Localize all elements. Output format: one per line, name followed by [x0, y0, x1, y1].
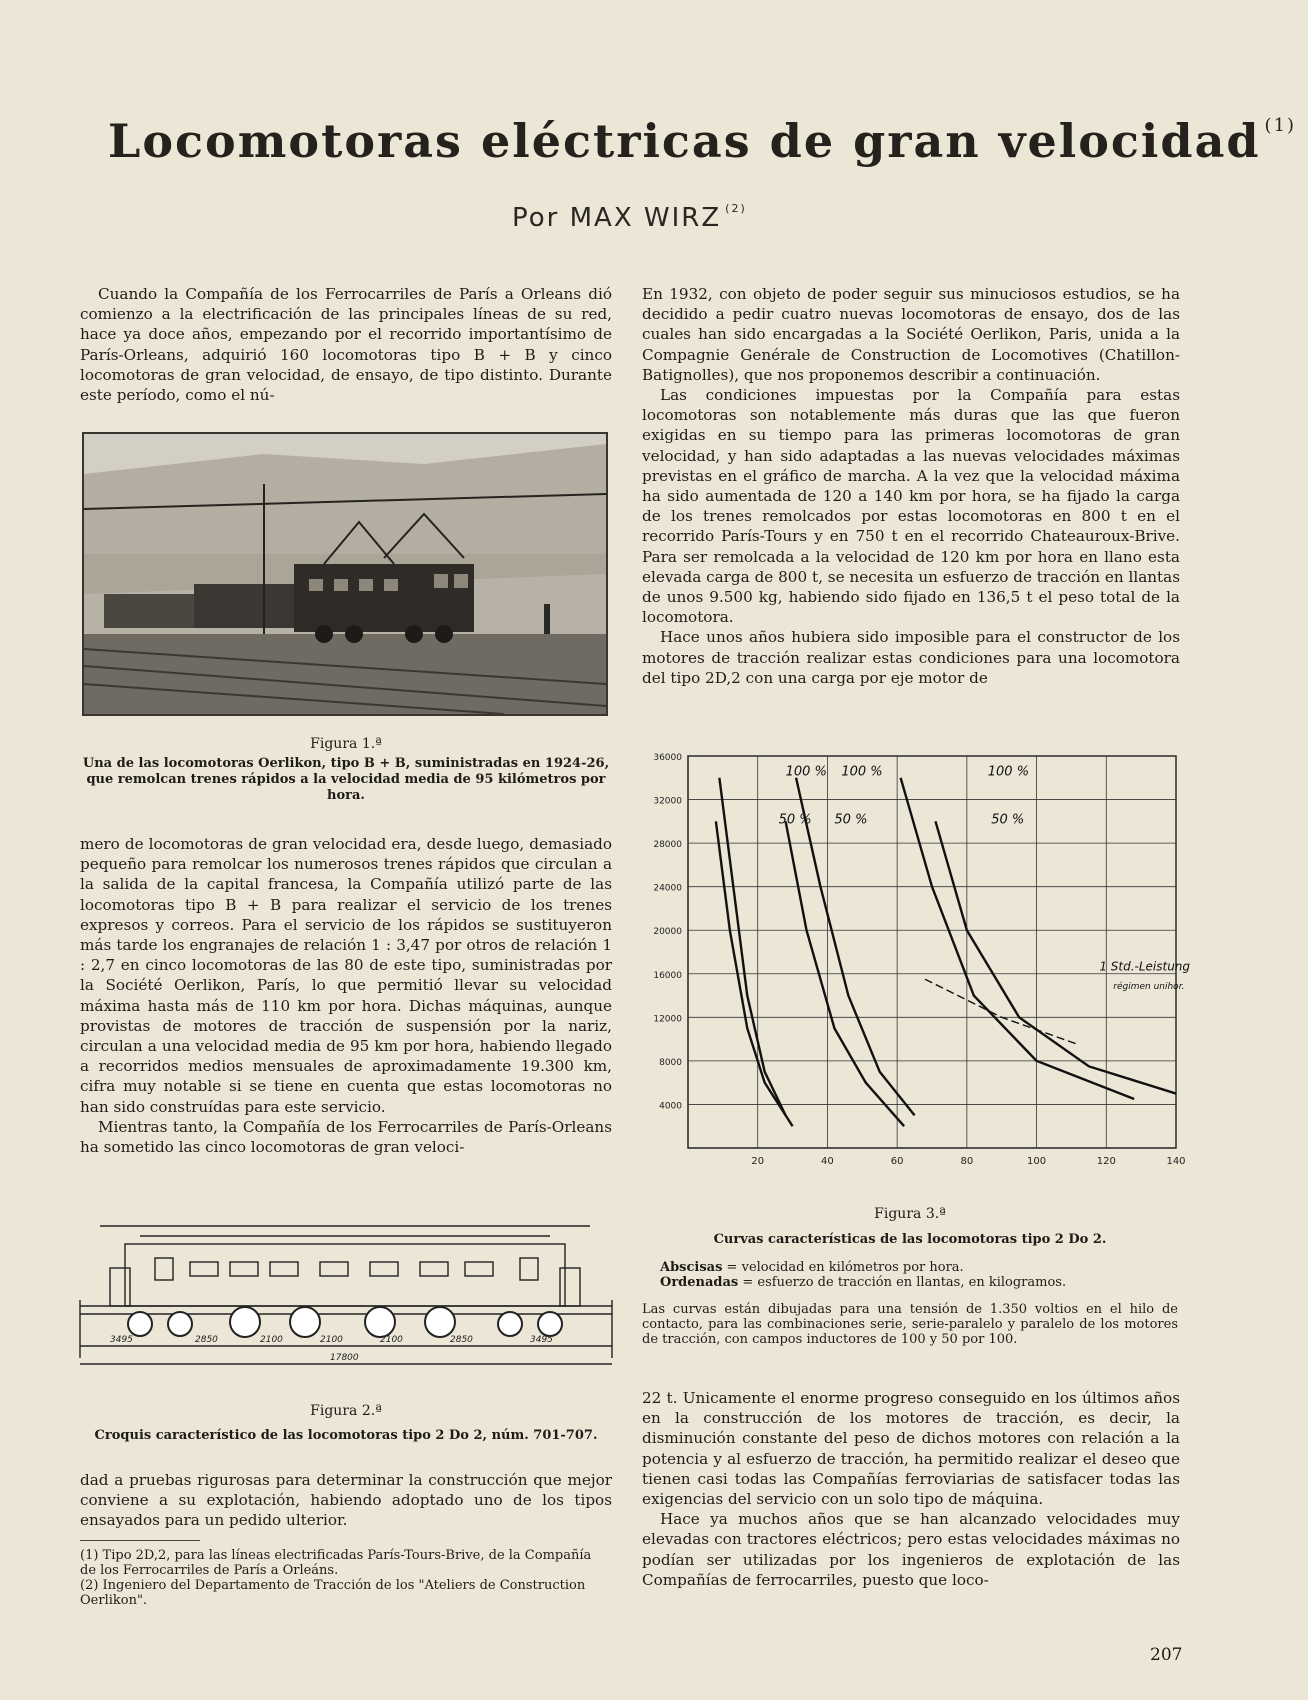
y-tick-label: 8000 [659, 1057, 682, 1068]
y-tick-label: 24000 [653, 883, 682, 894]
abscisas-text: velocidad en kilómetros por hora. [741, 1260, 964, 1275]
right-column-bottom [642, 1388, 1180, 1590]
dimension-label: 2100 [320, 1335, 343, 1345]
figure-3-label: Figura 3.ª [874, 1206, 946, 1222]
figure-3-chart [640, 748, 1191, 1208]
x-tick-label: 60 [890, 1156, 904, 1167]
chart-annotation: régimen unihor. [1113, 982, 1185, 993]
paragraph: Las condiciones impuestas por la Compañía para estas locomotoras son notablemente más duras que las que fueron exigidas en su tiempo para las primeras locomotoras de gran velocidad, y han sido adaptadas a las nuevas velocidades máximas previstas en el gráfico de marcha. A la vez que la velocidad máxima ha sido aumentada de 120 a 140 km por hora, se ha fijado la carga de los trenes remolcados por estas locomotoras en 800 t en el recorrido París-Tours y en 750 t en el recorrido Chateauroux-Brive. Para ser remolcada a la velocidad de 120 km por hora en llano esta elevada carga de 800 t, se necesita un esfuerzo de tracción en llantas de unos 9.500 kg, habiendo sido fijado en 136,5 t el peso total de la locomotora. [642, 386, 1180, 627]
footnote-2: (2) Ingeniero del Departamento de Tracción de los "Ateliers de Construction Oerlikon". [80, 1578, 586, 1608]
chart-annotation: 100 % [785, 764, 827, 780]
y-tick-label: 28000 [653, 840, 682, 851]
dimension-label: 3495 [530, 1335, 553, 1345]
paragraph: Cuando la Compañía de los Ferrocarriles de París a Orleans dió comienzo a la electrificación de las principales líneas de su red, hace ya doce años, empezando por el recorrido importantísimo de París-Orleans, adquirió 160 locomotoras tipo B + B y cinco locomotoras de gran velocidad, de ensayo, de tipo distinto. Durante este período, como el nú- [80, 285, 612, 405]
paragraph: Hace ya muchos años que se han alcanzado velocidades muy elevadas con tractores eléctricos; pero estas velocidades máximas no podían ser utilizadas por los ingenieros de explotación de las Compañías de ferrocarriles, puesto que loco- [642, 1510, 1180, 1589]
locomotive-photo-illustration [84, 434, 606, 714]
chart-annotation: 50 % [991, 812, 1025, 828]
paragraph: mero de locomotoras de gran velocidad era, desde luego, demasiado pequeño para remolcar los numerosos trenes rápidos que circulan a la salida de la capital francesa, la Compañía utilizó parte de las locomotoras tipo B + B para realizar el servicio de los trenes expresos y correos. Para el servicio de los rápidos se sustituyeron más tarde los engranajes de relación 1 : 3,47 por otros de relación 1 : 2,7 en cinco locomotoras de las 80 de este tipo, suministradas por la Société Oerlikon, París, lo que permitió llevar su velocidad máxima hasta más de 110 km por hora. Dichas máquinas, aunque provistas de motores de tracción de suspensión por la nariz, circulan a una velocidad media de 95 km por hora, habiendo llegado a recorridos medios mensuales de aproximadamente 19.300 km, cifra muy notable si se tiene en cuenta que estas locomotoras no han sido construídas para este servicio. [80, 835, 612, 1116]
y-tick-label: 36000 [653, 753, 682, 763]
ordenadas-text: esfuerzo de tracción en llantas, en kilogramos. [757, 1275, 1067, 1290]
x-tick-label: 100 [1027, 1156, 1047, 1167]
byline: Por MAX WIRZ $^{(2)}$ [512, 202, 747, 233]
paragraph: Mientras tanto, la Compañía de los Ferrocarriles de París-Orleans ha sometido las cinco locomotoras de gran veloci- [80, 1117, 612, 1157]
plot-frame [688, 756, 1176, 1148]
y-tick-label: 32000 [653, 796, 682, 807]
left-column-mid [80, 834, 612, 1157]
figure-3-legend: Abscisas = velocidad en kilómetros por hora. Ordenadas = esfuerzo de tracción en llantas, en kilogramos. [660, 1260, 1067, 1290]
footnote-1: (1) Tipo 2D,2, para las líneas electrificadas París-Tours-Brive, de la Compañía de los Ferrocarriles de París a Orleáns. [80, 1548, 592, 1578]
figure-2-label: Figura 2.ª [310, 1403, 382, 1419]
paragraph: 22 t. Unicamente el enorme progreso conseguido en los últimos años en la construcción de los motores de tracción, es decir, la disminución constante del peso de dichos motores con relación a la potencia y al esfuerzo de tracción, ha permitido realizar el deseo que tienen casi todas las Compañías ferroviarias de satisfacer todas las exigencias del servicio con un solo tipo de máquina. [642, 1389, 1180, 1509]
dimension-label: 2100 [260, 1335, 283, 1345]
dimension-label: 2100 [380, 1335, 403, 1345]
chart-annotation: 100 % [987, 764, 1030, 780]
abscisas-key: Abscisas [660, 1260, 723, 1275]
figure-2-caption: Croquis característico de las locomotoras tipo 2 Do 2, núm. 701-707. [94, 1428, 598, 1443]
series-line [935, 821, 1176, 1093]
x-tick-label: 80 [960, 1156, 974, 1167]
figure-1-photo [82, 432, 608, 716]
page-number: 207 [1150, 1645, 1183, 1665]
figure-3-note: Las curvas están dibujadas para una tensión de 1.350 voltios en el hilo de contacto, para las combinaciones serie, serie-paralelo y paralelo de los motores de tracción, con campos inductores de 100 y 50 por 100. [642, 1302, 1178, 1347]
left-column-top [80, 284, 612, 405]
title-footnote-ref: (1) [1264, 115, 1297, 136]
paragraph: dad a pruebas rigurosas para determinar la construcción que mejor conviene a su explotación, habiendo adoptado uno de los tipos ensayados para un pedido ulterior. [80, 1471, 612, 1530]
x-tick-label: 40 [821, 1156, 834, 1167]
dimension-label: 2850 [450, 1335, 473, 1345]
y-tick-label: 16000 [653, 970, 682, 981]
y-tick-label: 12000 [653, 1014, 682, 1025]
article-title: Locomotoras eléctricas de gran velocidad $^{(1)}$ [108, 114, 1297, 168]
x-tick-label: 120 [1096, 1156, 1116, 1167]
chart-annotation: 50 % [834, 812, 868, 828]
dimension-label: 3495 [110, 1335, 133, 1345]
paragraph: En 1932, con objeto de poder seguir sus minuciosos estudios, se ha decidido a pedir cuatro nuevas locomotoras de ensayo, dos de las cuales han sido encargadas a la Société Oerlikon, Paris, unida a la Compagnie Genérale de Construction de Locomotives (Chatillon-Batignolles), que nos proponemos describir a continuación. [642, 285, 1180, 384]
chart-annotation: 1 Std.-Leistung [1099, 959, 1191, 974]
left-column-bottom [80, 1470, 612, 1531]
dimension-label: 2850 [195, 1335, 218, 1345]
x-tick-label: 20 [751, 1156, 765, 1167]
footnotes [80, 1548, 610, 1608]
chart-annotation: 50 % [778, 812, 812, 828]
right-column-top [642, 284, 1180, 688]
ordenadas-key: Ordenadas [660, 1275, 739, 1290]
figure-2-drawing [80, 1218, 612, 1382]
chart-svg [640, 748, 1191, 1204]
y-tick-label: 4000 [659, 1101, 682, 1112]
figure-1-label: Figura 1.ª [310, 736, 382, 752]
series-line [719, 778, 785, 1116]
figure-3-caption: Curvas características de las locomotoras tipo 2 Do 2. [713, 1232, 1107, 1247]
locomotive-side-drawing [80, 1218, 612, 1378]
total-length-label: 17800 [330, 1353, 359, 1363]
figure-1-caption: Una de las locomotoras Oerlikon, tipo B + B, suministradas en 1924-26, que remolcan trenes rápidos a la velocidad media de 95 kilómetros por hora. [82, 756, 610, 803]
y-tick-label: 20000 [653, 927, 682, 938]
footnote-rule [80, 1540, 200, 1541]
chart-annotation: 100 % [841, 764, 883, 780]
x-tick-label: 140 [1166, 1156, 1186, 1167]
paragraph: Hace unos años hubiera sido imposible para el constructor de los motores de tracción realizar estas condiciones para una locomotora del tipo 2D,2 con una carga por eje motor de [642, 628, 1180, 687]
byline-footnote-ref: (2) [725, 202, 747, 215]
